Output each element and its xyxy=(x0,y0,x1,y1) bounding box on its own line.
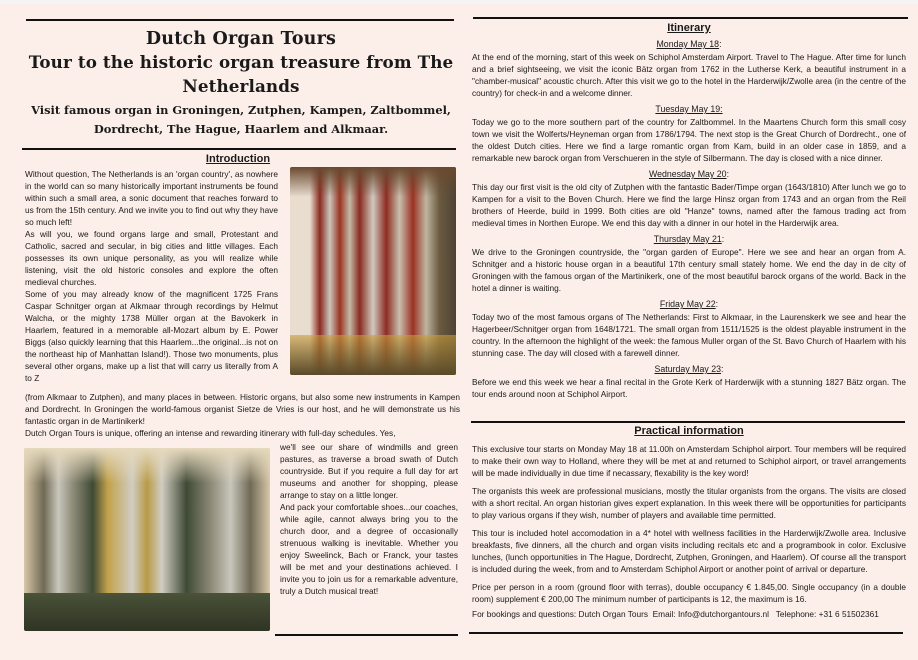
day-label-tuesday: Tuesday May 19: xyxy=(655,104,723,114)
divider-bottom-left xyxy=(275,634,458,636)
top-band xyxy=(0,0,918,4)
divider-bottom-right xyxy=(469,632,903,634)
practical-heading: Practical information xyxy=(634,425,744,437)
day-text-saturday: Before we end this week we hear a final recital in the Grote Kerk of Harderwijk with a stunning 1827 Bätz organ. The tour ends around noon at Schiphol Airport. xyxy=(472,377,906,399)
practical-section xyxy=(472,425,906,620)
practical-paragraph: This tour is included hotel accomodation in a 4* hotel with wellness facilities in the Harderwijk/Zwolle area. Inclusive breakfasts, five dinners, all the church and organ visits including recitals etc and a programbook in color. Exclusive lunches, (lunch opportunities in The Hague, Dordrecht, Zutphen, Groningen, and Haarlem). Of course all the transport is included during the week, from and to Amsterdam Schiphol Airport or another point of arrival or departure. xyxy=(472,528,906,574)
page-title: Dutch Organ Tours xyxy=(145,29,337,49)
day-label-saturday: Saturday May 23: xyxy=(654,364,724,374)
day-label-friday: Friday May 22: xyxy=(659,299,719,309)
header xyxy=(22,18,460,139)
day-label-wednesday: Wednesday May 20: xyxy=(648,169,730,179)
introduction-text-full: (from Alkmaar to Zutphen), and many places in between. Historic organs, but also some new instruments in Kampen and Dordrecht. In Groningen the world-famous organist Sietze de Vries is our host, and he will demonstrate us his fantastic organ in de Martinikerk! Dutch Organ Tours is unique, offering an intense and rewarding itinerary with full-day schedules. Yes, xyxy=(25,392,460,438)
itinerary-section xyxy=(472,18,906,400)
vault-shade xyxy=(290,167,456,197)
day-text-thursday: We drive to the Groningen countryside, the "organ garden of Europe". Here we see and hear an organ from A. Schnitger and a historic house organ in a beautiful 17th century small stately home. We end the day in de city of Groningen with the famous organ of the Martinikerk, one of the most beautiful barock organs of the world. Back in the hotel a dinner is waiting. xyxy=(472,247,906,293)
organ-photo-green xyxy=(24,448,270,631)
introduction-text-col2: we'll see our share of windmills and green pastures, as traverse a broad swath of Dutch countryside. But if you require a full day for art museums and another for shopping, please arrange to stay on a little longer. And pack your comfortable shoes...our coaches, while agile, cannot always bring you to the church door, and a degree of occasionally strenuous walking is inevitable. Whether you enjoy Sweelinck, Bach or Franck, your tastes will be met and your destinations achieved. I invite you to join us for a remarkable adventure, truly a Dutch musical treat! xyxy=(280,442,458,596)
contact-line: For bookings and questions: Dutch Organ Tours Email: Info@dutchorgantours.nl Telephone: +31 6 51502361 xyxy=(472,609,879,619)
introduction-text-col1: Without question, The Netherlands is an 'organ country', as nowhere in the world can so many historically important instruments be found within such a small area, a sonic document that reaches forward to us from the 15th century. And we invite you to find out why they have so much left! As will you, we found organs large and small, Protestant and Catholic, sacred and secular, in big cities and little villages. Each possesses its own unique personality, as you will realize while listening, visit the old historic consoles and explore the often medieval churches. Some of you may already know of the magnificent 1725 Frans Caspar Schnitger organ at Alkmaar through recordings by Helmut Walcha, or the mighty 1738 Müller organ at the Bavokerk in Haarlem, featured in a memorable all-Mozart album by E. Power Biggs (also quickly learning that this Haarlem...the original...is not on the northeast hip of Manhattan Island!). Those two monuments, plus several other organs, make up a list that will carry us literally from A to Z xyxy=(25,169,278,383)
day-text-friday: Today two of the most famous organs of The Netherlands: First to Alkmaar, in the Laurenskerk we see and hear the Hagerbeer/Schnitger organ from 1648/1721. The small organ from 1511/1525 is the oldest playable instrument in the country. In the afternoon the highlight of the week: the famous Muller organ of the St. Bavo Church of Haarlem with his stunning case. The day will closed with a farewell dinner. xyxy=(472,312,906,358)
practical-paragraph: Price per person in a room (ground floor with terras), double occupancy € 1.845,00. Single occupancy (in a double room) supplement € 200,00 The minimum number of participants is 12, the maximum is 16. xyxy=(472,582,906,604)
subtitle: Visit famous organ in Groningen, Zutphen, Kampen, Zaltbommel, Dordrecht, The Hague, Haarlem and Alkmaar. xyxy=(31,103,451,136)
gilded-base xyxy=(290,335,456,375)
day-text-wednesday: This day our first visit is the old city of Zutphen with the fantastic Bader/Timpe organ (1643/1810) After lunch we go to Kampen for a visit to the Boven Church. Here we find the large Hinsz organ from 1743 and an organ from the Reil brothers of Heerde, build in 1999. Both cities are old "Hanze" towns, named after the famous trading act from medieval times in Northen Europe. We end this day with a dinner in our hotel in the Harderwijk area. xyxy=(472,182,906,228)
organ-base xyxy=(24,593,270,631)
vault-shade xyxy=(24,448,270,483)
practical-paragraph: This exclusive tour starts on Monday May 18 at 11.00h on Amsterdam Schiphol airport. Tour members will be required to make their own way to Holland, where they will be met at and returned to Schiphol airport, or travel arrangements will be made individually in due time if necassary, flexability is the key word! xyxy=(472,444,906,478)
day-label-thursday: Thursday May 21: xyxy=(653,234,725,244)
day-text-monday: At the end of the morning, start of this week on Schiphol Amsterdam Airport. Travel to The Hague. After time for lunch and a brief sightseeing, we visit the iconic Bätz organ from 1762 in the Lutherse Kerk, a beautiful instrument in a "chamber-musical" acoustic church. After this visit we go to the hotel in the Harderwijk/Zwolle area (in the centre of the country) for check-in and a welcome dinner. xyxy=(472,52,906,98)
headline: Tour to the historic organ treasure from The Netherlands xyxy=(28,52,454,96)
day-text-tuesday: Today we go to the more southern part of the country for Zaltbommel. In the Maartens Church form this small cosy town we visit the Wolferts/Heyneman organ from 1786/1794. The next stop is the Great Church of Dordrecht., one of the oldest Dutch cities. Here we find a large romantic organ from Kam, build in an older case in 1859, and a remarkable new barock organ from Verschueren in the style of Silbermann. The day is closed with a nice dinner. xyxy=(472,117,906,163)
practical-paragraph: The organists this week are professional musicians, mostly the titular organists from the organs. The visits are closed with a short recital. An organ historian gives expert explanation. In this week there will be opportunities for participants to play various organs if they wish, number of players and available time permitted. xyxy=(472,486,906,520)
organ-photo-red xyxy=(290,167,456,375)
itinerary-heading: Itinerary xyxy=(667,22,711,34)
introduction-heading: Introduction xyxy=(205,153,271,165)
divider-itinerary-bottom xyxy=(471,421,905,423)
day-label-monday: Monday May 18: xyxy=(656,39,722,49)
divider-header-bottom xyxy=(22,148,456,150)
